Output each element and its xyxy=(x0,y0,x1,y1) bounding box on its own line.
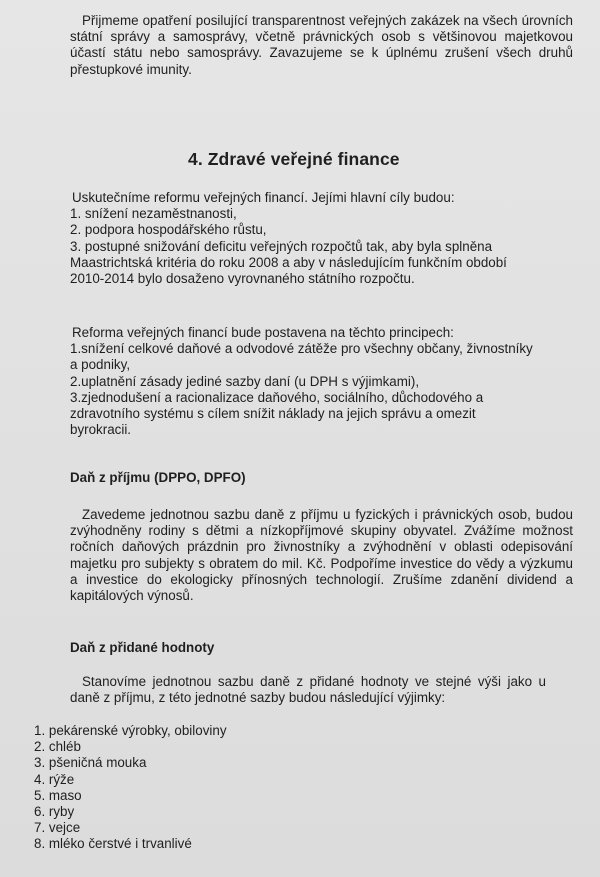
list-item: 6. ryby xyxy=(34,804,75,820)
reform-intro: Uskutečníme reformu veřejných financí. Jejími hlavní cíly budou: xyxy=(72,190,455,205)
list-item: 5. maso xyxy=(34,787,82,803)
goal-continuation: 2010-2014 bylo dosaženo vyrovnaného státního rozpočtu. xyxy=(70,271,415,287)
list-item: 8. mléko čerstvé i trvanlivé xyxy=(34,836,192,852)
principle-line: byrokracii. xyxy=(70,422,132,438)
goal-item: 3. postupné snižování deficitu veřejných rozpočtů tak, aby byla splněna xyxy=(70,238,493,254)
list-item: 7. vejce xyxy=(34,820,81,836)
vat-paragraph: Stanovíme jednotnou sazbu daně z přidané hodnoty ve stejné výši jako u daně z příjmu, z této jednotné sazby budou následující výjimky: xyxy=(70,674,546,706)
principles-intro: Reforma veřejných financí bude postavena na těchto principech: xyxy=(72,325,454,340)
vat-heading: Daň z přidané hodnoty xyxy=(70,640,215,655)
principle-line: 2.uplatnění zásady jediné sazby daní (u DPH s výjimkami), xyxy=(70,373,420,389)
goal-item: 2. podpora hospodářského růstu, xyxy=(70,222,267,238)
goal-continuation: Maastrichtská kritéria do roku 2008 a aby v následujícím funkčním období xyxy=(70,254,507,270)
goal-item: 1. snížení nezaměstnanosti, xyxy=(70,206,237,222)
list-item: 2. chléb xyxy=(34,739,81,755)
list-item: 4. rýže xyxy=(34,771,75,787)
intro-paragraph: Přijmeme opatření posilující transparentnost veřejných zakázek na všech úrovních státní správy a samosprávy, včetně právnických osob s většinovou majetkovou účastí státu nebo samosprávy. Zavazujeme se k úplnému zrušení všech druhů přestupkové imunity. xyxy=(70,13,573,77)
principle-line: 1.snížení celkové daňové a odvodové zátěže pro všechny občany, živnostníky xyxy=(70,341,533,357)
vat-exceptions-list xyxy=(18,723,227,853)
principles-block xyxy=(70,325,575,438)
principle-line: 3.zjednodušení a racionalizace daňového, sociálního, důchodového a xyxy=(70,389,484,405)
principle-line: zdravotního systému s cílem snížit náklady na jejich správu a omezit xyxy=(70,406,476,422)
section-heading: 4. Zdravé veřejné finance xyxy=(188,149,400,169)
principle-line: a podniky, xyxy=(70,357,131,373)
list-item: 1. pekárenské výrobky, obiloviny xyxy=(34,723,227,738)
reform-goals-block xyxy=(70,190,575,287)
list-item: 3. pšeničná mouka xyxy=(34,755,147,771)
income-tax-paragraph: Zavedeme jednotnou sazbu daně z příjmu u fyzických i právnických osob, budou zvýhodněny rodiny s dětmi a nízkopříjmové skupiny obyvatel. Zvážíme možnost ročních daňových prázdnin pro živnostníky a zvýhodnění v oblasti odepisování majetku pro subjekty s obratem do mil. Kč. Podpoříme investice do vědy a výzkumu a investice do ekologicky přínosných technologií. Zrušíme zdanění dividend a kapitálových výnosů. xyxy=(70,507,573,604)
income-tax-heading: Daň z příjmu (DPPO, DPFO) xyxy=(70,470,246,485)
